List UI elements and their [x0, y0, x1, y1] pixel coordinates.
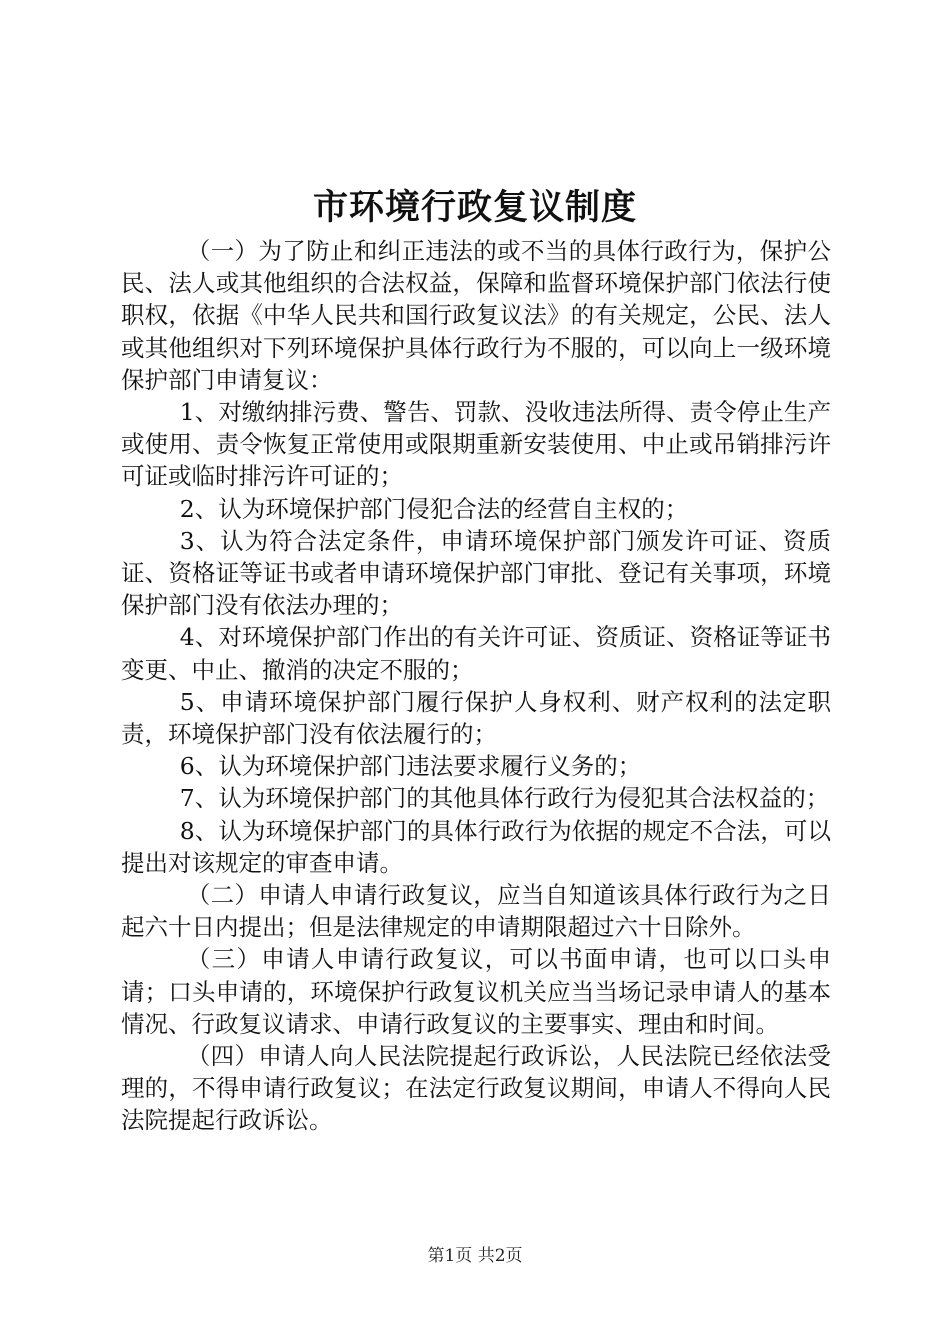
document-body: [121, 235, 831, 1137]
paragraph-section-3: （三）申请人申请行政复议，可以书面申请，也可以口头申请；口头申请的，环境保护行政复议机关应当当场记录申请人的基本情况、行政复议请求、申请行政复议的主要事实、理由和时间。: [121, 945, 831, 1038]
page-number-footer: 第1页 共2页: [427, 1246, 523, 1266]
paragraph-item-2: 2、认为环境保护部门侵犯合法的经营自主权的；: [179, 494, 689, 523]
paragraph-item-4: 4、对环境保护部门作出的有关许可证、资质证、资格证等证书变更、中止、撤消的决定不服的；: [121, 623, 831, 684]
paragraph-section-4: （四）申请人向人民法院提起行政诉讼，人民法院已经依法受理的，不得申请行政复议；在法定行政复议期间，申请人不得向人民法院提起行政诉讼。: [121, 1042, 831, 1135]
paragraph-item-6: 6、认为环境保护部门违法要求履行义务的；: [179, 752, 642, 781]
page-title: 市环境行政复议制度: [312, 187, 637, 228]
paragraph-item-7: 7、认为环境保护部门的其他具体行政行为侵犯其合法权益的；: [179, 784, 830, 813]
paragraph-item-5: 5、申请环境保护部门履行保护人身权利、财产权利的法定职责，环境保护部门没有依法履行的；: [121, 687, 831, 749]
paragraph-item-1: 1、对缴纳排污费、警告、罚款、没收违法所得、责令停止生产或使用、责令恢复正常使用或限期重新安装使用、中止或吊销排污许可证或临时排污许可证的；: [121, 398, 831, 491]
paragraph-item-3: 3、认为符合法定条件，申请环境保护部门颁发许可证、资质证、资格证等证书或者申请环境保护部门审批、登记有关事项，环境保护部门没有依法办理的；: [121, 526, 831, 620]
paragraph-item-8: 8、认为环境保护部门的具体行政行为依据的规定不合法，可以提出对该规定的审查申请。: [121, 816, 831, 877]
paragraph-section-1: （一）为了防止和纠正违法的或不当的具体行政行为，保护公民、法人或其他组织的合法权益，保障和监督环境保护部门依法行使职权，依据《中华人民共和国行政复议法》的有关规定，公民、法人或其他组织对下列环境保护具体行政行为不服的，可以向上一级环境保护部门申请复议：: [121, 237, 831, 394]
paragraph-section-2: （二）申请人申请行政复议，应当自知道该具体行政行为之日起六十日内提出；但是法律规定的申请期限超过六十日除外。: [121, 881, 831, 942]
